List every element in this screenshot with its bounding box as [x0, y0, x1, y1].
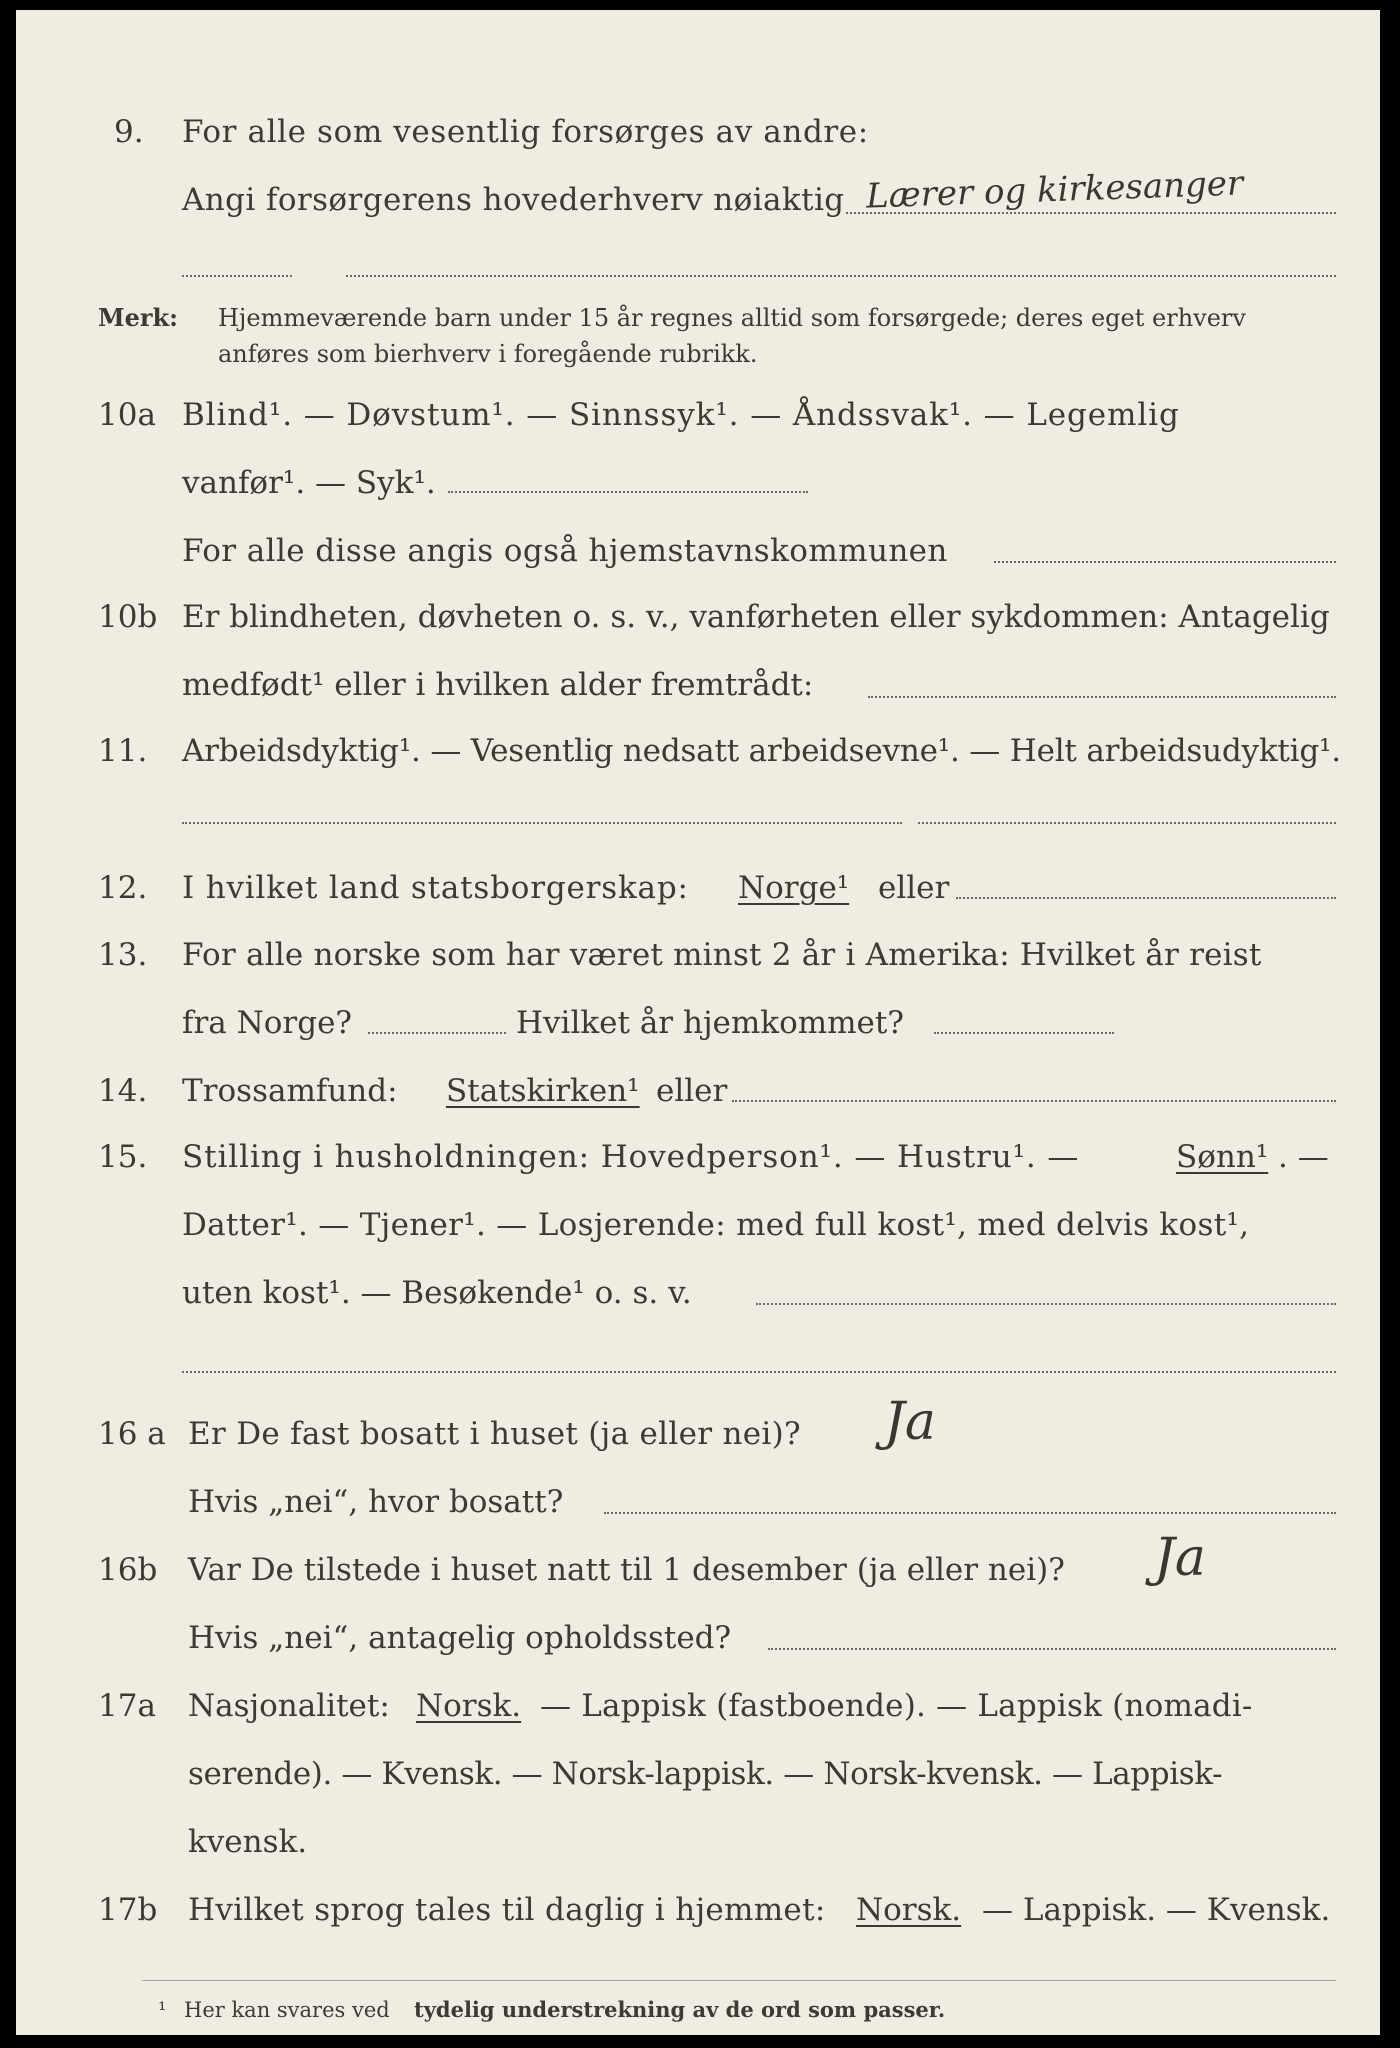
census-form-page [16, 10, 1380, 2035]
q9-handwritten-answer: Lærer og kirkesanger [865, 163, 1244, 217]
q16b-number: 16b [98, 1552, 158, 1588]
q13-line1: For alle norske som har været minst 2 år i Amerika: Hvilket år reist [182, 937, 1262, 973]
q10a-municipality-line [994, 561, 1336, 563]
merk-label: Merk: [98, 303, 178, 332]
q11-number: 11. [98, 733, 148, 769]
q13-departure-line [368, 1032, 506, 1034]
q12-number: 12. [98, 870, 148, 906]
q10a-line2: vanfør¹. — Syk¹. [182, 465, 436, 501]
q17b-number: 17b [98, 1892, 158, 1928]
q10a-line3: For alle disse angis også hjemstavnskommunen [182, 533, 948, 569]
q16b-handwritten-answer: Ja [1154, 1528, 1206, 1588]
q17a-line1a: Nasjonalitet: [188, 1688, 390, 1724]
q15-extra-line [182, 1371, 1336, 1373]
q10b-number: 10b [98, 599, 158, 635]
q16a-handwritten-answer: Ja [884, 1392, 936, 1452]
q9-line1: For alle som vesentlig forsørges av andre: [182, 114, 869, 150]
q17a-line3: kvensk. [188, 1824, 308, 1860]
q17a-underlined-answer: Norsk. [416, 1688, 522, 1724]
q14-underlined-answer: Statskirken¹ [446, 1073, 640, 1109]
q15-line2: Datter¹. — Tjener¹. — Losjerende: med full kost¹, med delvis kost¹, [182, 1207, 1250, 1243]
q11-extra-line-a [182, 822, 902, 824]
q15-number: 15. [98, 1139, 148, 1175]
q15-line1a: Stilling i husholdningen: Hovedperson¹. — Hustru¹. — [182, 1139, 1080, 1175]
q10b-line2: medfødt¹ eller i hvilken alder fremtrådt: [182, 667, 814, 703]
q17a-number: 17a [98, 1688, 156, 1724]
q15-line3: uten kost¹. — Besøkende¹ o. s. v. [182, 1275, 692, 1311]
q17b-line1a: Hvilket sprog tales til daglig i hjemmet: [188, 1892, 826, 1928]
q15-other-line [756, 1303, 1336, 1305]
q17b-line1c: — Lappisk. — Kvensk. [982, 1892, 1331, 1928]
q15-line1c: . — [1278, 1139, 1329, 1175]
merk-line2: anføres som bierhverv i foregående rubrikk. [218, 340, 758, 368]
q13-return-line [934, 1032, 1114, 1034]
q9-extra-line-b [346, 275, 1336, 277]
q16a-line1: Er De fast bosatt i huset (ja eller nei)? [188, 1416, 801, 1452]
q9-line2: Angi forsørgerens hovederhverv nøiaktig [182, 182, 845, 218]
q9-number: 9. [114, 114, 144, 150]
q12-underlined-answer: Norge¹ [738, 870, 850, 906]
q10b-line1: Er blindheten, døvheten o. s. v., vanførheten eller sykdommen: Antagelig [182, 599, 1330, 635]
q9-extra-line-a [182, 275, 292, 277]
q13-line2a: fra Norge? [182, 1005, 353, 1041]
q12-prefix: I hvilket land statsborgerskap: [182, 870, 689, 906]
footnote-text-b: tydelig understrekning av de ord som passer. [414, 1997, 946, 2022]
q16b-line2: Hvis „nei“, antagelig opholdssted? [188, 1620, 732, 1656]
footnote-text-a: Her kan svares ved [184, 1998, 390, 2022]
merk-line1: Hjemmeværende barn under 15 år regnes alltid som forsørgede; deres eget erhverv [218, 304, 1246, 332]
q17a-line2: serende). — Kvensk. — Norsk-lappisk. — Norsk-kvensk. — Lappisk- [188, 1756, 1223, 1792]
q11-extra-line-b [918, 822, 1336, 824]
q11-line1: Arbeidsdyktig¹. — Vesentlig nedsatt arbeidsevne¹. — Helt arbeidsudyktig¹. [182, 733, 1341, 769]
q16a-residence-line [604, 1512, 1336, 1514]
q14-other-line [732, 1100, 1336, 1102]
q14-number: 14. [98, 1073, 148, 1109]
q12-other-line [956, 897, 1336, 899]
q17b-underlined-answer: Norsk. [856, 1892, 962, 1928]
q12-suffix: eller [878, 870, 950, 906]
q10a-line1: Blind¹. — Døvstum¹. — Sinnssyk¹. — Åndssvak¹. — Legemlig [182, 397, 1180, 433]
q10a-sick-line [448, 491, 808, 493]
q14-suffix: eller [656, 1073, 728, 1109]
q16b-location-line [768, 1648, 1336, 1650]
q13-number: 13. [98, 937, 148, 973]
q16b-line1: Var De tilstede i huset natt til 1 desember (ja eller nei)? [188, 1552, 1065, 1588]
q10b-age-line [868, 696, 1336, 698]
q14-prefix: Trossamfund: [182, 1073, 398, 1109]
q16a-number: 16 a [98, 1416, 166, 1452]
footnote-divider [142, 1980, 1336, 1981]
q16a-line2: Hvis „nei“, hvor bosatt? [188, 1484, 564, 1520]
q17a-line1c: — Lappisk (fastboende). — Lappisk (nomadi- [540, 1688, 1253, 1724]
footnote-mark: ¹ [158, 1998, 167, 2022]
q15-underlined-answer: Sønn¹ [1176, 1139, 1269, 1175]
q13-line2b: Hvilket år hjemkommet? [516, 1005, 904, 1041]
q10a-number: 10a [98, 397, 156, 433]
